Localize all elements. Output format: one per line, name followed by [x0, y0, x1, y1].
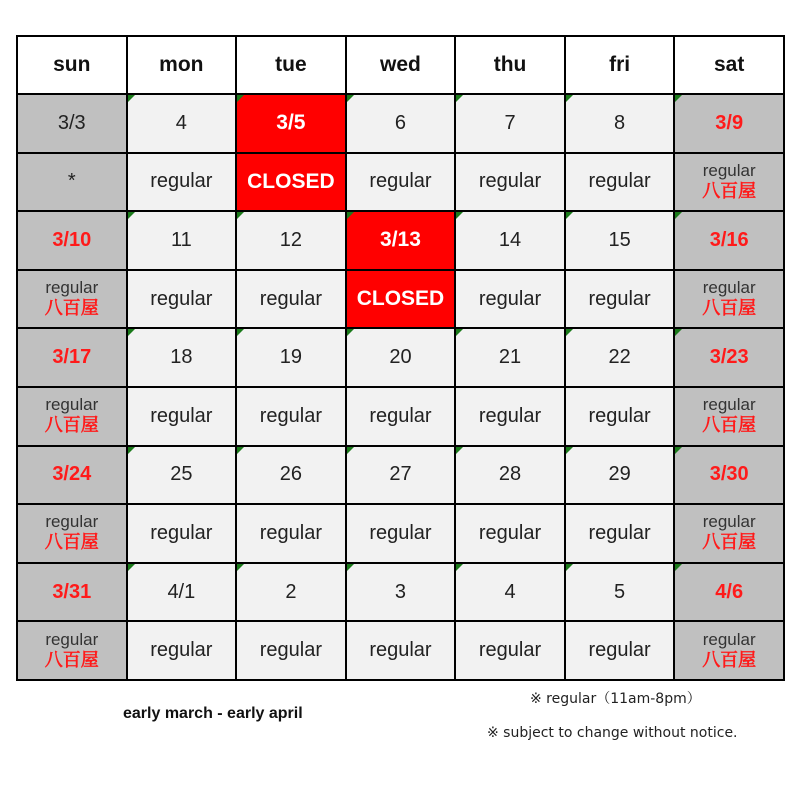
day-header-row [17, 36, 784, 94]
date-label: 15 [608, 228, 631, 251]
status-cell-tue [236, 153, 346, 212]
corner-marker [566, 447, 573, 454]
status-label: regular [369, 170, 432, 193]
date-cell-tue [236, 211, 346, 270]
corner-marker [675, 212, 682, 219]
status-cell-sat [674, 621, 784, 680]
store-label: 八百屋 [44, 415, 99, 437]
date-range-caption: early march - early april [123, 705, 303, 722]
status-row [17, 387, 784, 446]
status-cell-tue [236, 621, 346, 680]
status-cell-thu [455, 504, 565, 563]
corner-marker [566, 212, 573, 219]
status-cell-fri [565, 153, 675, 212]
status-cell-thu [455, 153, 565, 212]
date-label: 3/24 [52, 463, 92, 486]
corner-marker [675, 329, 682, 336]
status-label: regular [478, 521, 542, 544]
date-cell-tue [236, 328, 346, 387]
status-label: regular [259, 404, 323, 427]
corner-marker [675, 447, 682, 454]
date-label: 4/1 [167, 580, 196, 603]
date-cell-sun [17, 563, 127, 622]
day-header-wed: wed [346, 36, 456, 94]
date-label: 27 [389, 463, 412, 486]
status-cell-fri [565, 504, 675, 563]
corner-marker [566, 329, 573, 336]
status-cell-sat [674, 270, 784, 329]
status-row [17, 270, 784, 329]
status-label: regular [259, 521, 323, 544]
date-label: 11 [170, 228, 192, 251]
status-cell-sun [17, 270, 127, 329]
day-header-tue: tue [236, 36, 346, 94]
store-label: 八百屋 [44, 532, 99, 554]
date-cell-thu [455, 446, 565, 505]
calendar-table [16, 35, 785, 681]
date-cell-thu [455, 328, 565, 387]
date-label: 5 [614, 580, 626, 603]
status-label: regular [259, 287, 323, 310]
date-label: 26 [279, 463, 303, 486]
date-cell-thu [455, 563, 565, 622]
date-cell-mon [127, 446, 237, 505]
status-label: regular [45, 629, 99, 649]
date-row [17, 94, 784, 153]
date-label: 4 [504, 580, 516, 603]
date-label: 7 [504, 111, 516, 134]
regular-hours-note: ※ regular（11am-8pm） [530, 691, 701, 707]
store-label: 八百屋 [702, 415, 757, 437]
store-label: 八百屋 [44, 649, 99, 671]
status-cell-fri [565, 270, 675, 329]
status-label: regular [150, 170, 213, 193]
status-cell-sat [674, 387, 784, 446]
status-label: regular [588, 521, 651, 544]
store-label: 八百屋 [702, 649, 757, 671]
date-cell-sat [674, 328, 784, 387]
corner-marker [128, 564, 135, 571]
date-cell-fri [565, 446, 675, 505]
date-label: 22 [608, 346, 631, 369]
date-cell-thu [455, 211, 565, 270]
status-label: regular [45, 278, 99, 298]
status-label: regular [702, 395, 756, 415]
date-label: 3/23 [709, 346, 749, 369]
status-label: regular [259, 639, 323, 662]
status-label: regular [588, 170, 651, 193]
status-label: regular [369, 404, 432, 427]
status-row [17, 504, 784, 563]
date-label: 3/9 [715, 111, 744, 134]
corner-marker [675, 564, 682, 571]
status-cell-sat [674, 153, 784, 212]
date-label: 8 [614, 111, 626, 134]
closed-label: CLOSED [356, 287, 445, 311]
status-label: regular [478, 639, 542, 662]
store-label: 八百屋 [702, 298, 757, 320]
status-label: regular [588, 404, 651, 427]
status-cell-mon [127, 153, 237, 212]
date-label: 3/3 [57, 111, 86, 134]
status-label: regular [150, 639, 213, 662]
status-cell-fri [565, 621, 675, 680]
status-cell-mon [127, 621, 237, 680]
status-label: regular [588, 639, 651, 662]
corner-marker [237, 212, 244, 219]
date-label: 21 [498, 346, 522, 369]
date-cell-sun [17, 211, 127, 270]
date-label: 3/17 [52, 346, 92, 369]
status-cell-sun [17, 504, 127, 563]
status-label: * [67, 170, 76, 193]
status-cell-tue [236, 387, 346, 446]
date-cell-fri [565, 211, 675, 270]
date-cell-tue [236, 94, 346, 153]
day-header-sun: sun [17, 36, 127, 94]
corner-marker [237, 329, 244, 336]
corner-marker [237, 564, 244, 571]
date-cell-wed [346, 328, 456, 387]
date-label: 25 [170, 463, 193, 486]
status-label: regular [702, 160, 756, 180]
store-label: 八百屋 [702, 532, 757, 554]
date-label: 3/16 [709, 228, 749, 251]
corner-marker [347, 95, 354, 102]
status-cell-wed [346, 270, 456, 329]
corner-marker [456, 329, 463, 336]
date-cell-wed [346, 563, 456, 622]
status-label: regular [45, 512, 99, 532]
corner-marker [128, 447, 135, 454]
corner-marker [566, 95, 573, 102]
status-cell-tue [236, 270, 346, 329]
calendar-body [17, 94, 784, 680]
date-cell-sat [674, 563, 784, 622]
date-cell-sat [674, 211, 784, 270]
date-label: 3/13 [380, 228, 421, 252]
corner-marker [347, 447, 354, 454]
date-cell-mon [127, 211, 237, 270]
corner-marker [456, 95, 463, 102]
corner-marker [237, 95, 244, 102]
closed-label: CLOSED [247, 169, 335, 193]
status-label: regular [369, 639, 432, 662]
date-label: 2 [285, 580, 297, 603]
date-cell-wed [346, 94, 456, 153]
corner-marker [128, 212, 135, 219]
date-row [17, 563, 784, 622]
status-cell-fri [565, 387, 675, 446]
date-cell-mon [127, 563, 237, 622]
date-cell-mon [127, 328, 237, 387]
status-label: regular [150, 521, 213, 544]
date-cell-sun [17, 94, 127, 153]
corner-marker [347, 212, 354, 219]
status-cell-mon [127, 270, 237, 329]
day-header-thu: thu [455, 36, 565, 94]
status-label: regular [369, 521, 432, 544]
corner-marker [347, 329, 354, 336]
date-cell-thu [455, 94, 565, 153]
status-label: regular [45, 395, 99, 415]
disclaimer-note: ※ subject to change without notice. [487, 725, 738, 741]
status-label: regular [702, 629, 756, 649]
date-cell-mon [127, 94, 237, 153]
status-row [17, 153, 784, 212]
status-cell-wed [346, 504, 456, 563]
status-label: regular [478, 404, 542, 427]
date-label: 3/10 [52, 228, 92, 251]
day-header-mon: mon [127, 36, 237, 94]
corner-marker [347, 564, 354, 571]
date-label: 3/31 [52, 580, 92, 603]
date-label: 6 [394, 111, 407, 134]
date-label: 19 [279, 346, 303, 369]
corner-marker [237, 447, 244, 454]
status-cell-sun [17, 153, 127, 212]
status-cell-sat [674, 504, 784, 563]
date-label: 20 [389, 346, 412, 369]
date-label: 4 [175, 111, 187, 134]
date-cell-sat [674, 94, 784, 153]
status-cell-wed [346, 621, 456, 680]
date-row [17, 446, 784, 505]
status-cell-wed [346, 387, 456, 446]
date-cell-sat [674, 446, 784, 505]
day-header-sat: sat [674, 36, 784, 94]
date-label: 18 [170, 346, 193, 369]
date-cell-sun [17, 446, 127, 505]
status-cell-sun [17, 387, 127, 446]
corner-marker [675, 95, 682, 102]
date-cell-tue [236, 446, 346, 505]
date-cell-fri [565, 94, 675, 153]
corner-marker [456, 564, 463, 571]
date-cell-fri [565, 563, 675, 622]
date-cell-sun [17, 328, 127, 387]
corner-marker [456, 212, 463, 219]
status-cell-mon [127, 504, 237, 563]
corner-marker [456, 447, 463, 454]
date-cell-fri [565, 328, 675, 387]
day-header-fri: fri [565, 36, 675, 94]
status-cell-mon [127, 387, 237, 446]
status-label: regular [478, 287, 542, 310]
status-label: regular [150, 287, 213, 310]
status-cell-sun [17, 621, 127, 680]
corner-marker [128, 329, 135, 336]
store-label: 八百屋 [702, 180, 757, 202]
date-label: 3/30 [709, 463, 749, 486]
date-label: 3 [394, 580, 407, 603]
status-label: regular [702, 278, 756, 298]
status-label: regular [588, 287, 651, 310]
status-row [17, 621, 784, 680]
date-label: 3/5 [276, 111, 306, 135]
date-cell-wed [346, 211, 456, 270]
status-cell-thu [455, 270, 565, 329]
date-cell-wed [346, 446, 456, 505]
date-cell-tue [236, 563, 346, 622]
date-row [17, 211, 784, 270]
date-label: 29 [608, 463, 631, 486]
status-cell-thu [455, 387, 565, 446]
status-label: regular [150, 404, 213, 427]
status-cell-thu [455, 621, 565, 680]
date-label: 28 [498, 463, 522, 486]
status-label: regular [478, 170, 542, 193]
status-cell-wed [346, 153, 456, 212]
date-label: 12 [279, 228, 303, 251]
store-label: 八百屋 [44, 298, 99, 320]
corner-marker [128, 95, 135, 102]
date-label: 14 [498, 228, 522, 251]
date-label: 4/6 [715, 580, 744, 603]
corner-marker [566, 564, 573, 571]
date-row [17, 328, 784, 387]
status-label: regular [702, 512, 756, 532]
status-cell-tue [236, 504, 346, 563]
